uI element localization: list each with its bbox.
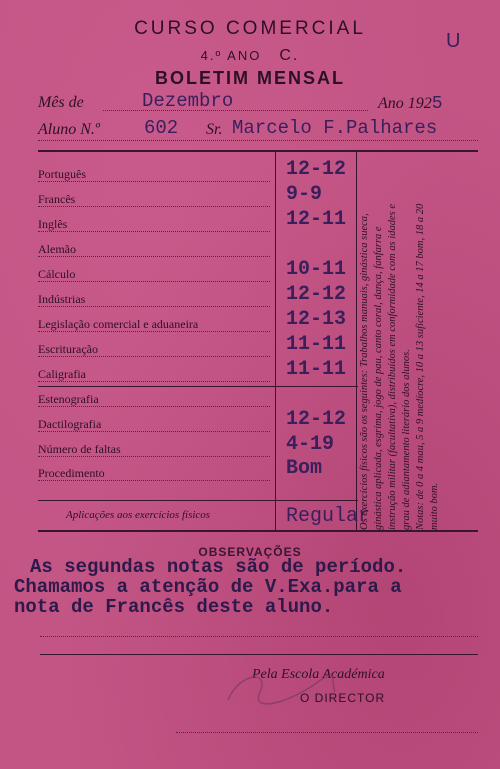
observation-line-3: nota de Francês deste aluno. [14,596,334,618]
year-value: 5 [431,94,443,114]
student-name: Marcelo F.Palhares [232,117,438,139]
course-title: CURSO COMERCIAL [134,18,366,39]
student-number: 602 [144,117,179,139]
year-line [0,47,500,65]
corner-mark: U [446,30,461,52]
exercise-note-text: Os exercícios físicos são os seguintes: Trabalhos manuais, ginástica sueca, ginástica aplicada, esgrima, jogo de pau, canto coral, dança, fanfarra e instrução militar (facultativa), distribuídos em conformidade com as idades e grau de adiantamento literário dos alunos. [359,203,412,530]
subject-grade: 12-12 [286,408,347,431]
grading-scale: Notas: de 0 a 4 mau, 5 a 9 medíocre, 10 a 13 suficiente, 14 a 17 bom, 18 a 20 muito bom. [415,203,440,530]
subject-name: Cálculo [38,267,76,281]
month-label: Mês de [38,94,84,111]
year-class: C. [279,47,300,64]
physical-value: Regular [286,505,371,528]
signature-stroke [220,662,340,712]
exercise-note [358,190,476,530]
subject-row [38,208,358,239]
student-label: Aluno N.º [38,121,100,138]
year-label: Ano 1925 [378,94,443,114]
subject-grade: 10-11 [286,258,347,281]
subject-name: Indústrias [38,292,86,306]
subject-grade: 12-12 [286,283,347,306]
signature-rule [176,732,478,733]
subject-row [38,457,358,488]
subject-name: Inglês [38,217,68,231]
physical-label: Aplicações aos exercícios físicos [66,509,211,521]
subject-grade: 12-12 [286,158,347,181]
observation-line-1: As segundas notas são de período. [30,556,407,578]
subject-grade: 11-11 [286,333,347,356]
physical-rule [38,500,358,501]
subject-name: Número de faltas [38,442,121,456]
student-title: Sr. [206,121,223,138]
year-label: 4.º ANO [200,48,262,63]
student-underline [38,140,478,141]
table-top-rule [38,150,478,152]
subject-name: Caligrafia [38,367,86,381]
subject-name: Estenografia [38,392,99,406]
subject-grade: 4-19 [286,433,335,456]
observation-rule-2 [40,654,478,655]
month-value: Dezembro [142,90,234,112]
subject-leader-dots [38,231,270,232]
subject-grade: Bom [286,457,323,480]
bulletin-title: BOLETIM MENSAL [155,68,345,88]
subject-name: Dactilografia [38,417,102,431]
observation-rule-1 [40,636,478,637]
subject-grade: 11-11 [286,358,347,381]
subject-row [38,358,358,389]
subject-name: Procedimento [38,466,105,480]
table-bottom-rule [38,530,478,532]
director-label: O DIRECTOR [300,691,386,705]
subject-grade: 12-13 [286,308,347,331]
subject-name: Alemão [38,242,76,256]
subject-name: Português [38,167,86,181]
subject-name: Francês [38,192,76,206]
subject-grade: 9-9 [286,183,323,206]
school-label: Pela Escola Académica [252,667,385,682]
observations-title: OBSERVAÇÕES [198,545,302,559]
subject-grade: 12-11 [286,208,347,231]
subject-name: Escrituração [38,342,98,356]
observation-line-2: Chamamos a atenção de V.Exa.para a [14,576,402,598]
subject-name: Legislação comercial e aduaneira [38,317,199,331]
